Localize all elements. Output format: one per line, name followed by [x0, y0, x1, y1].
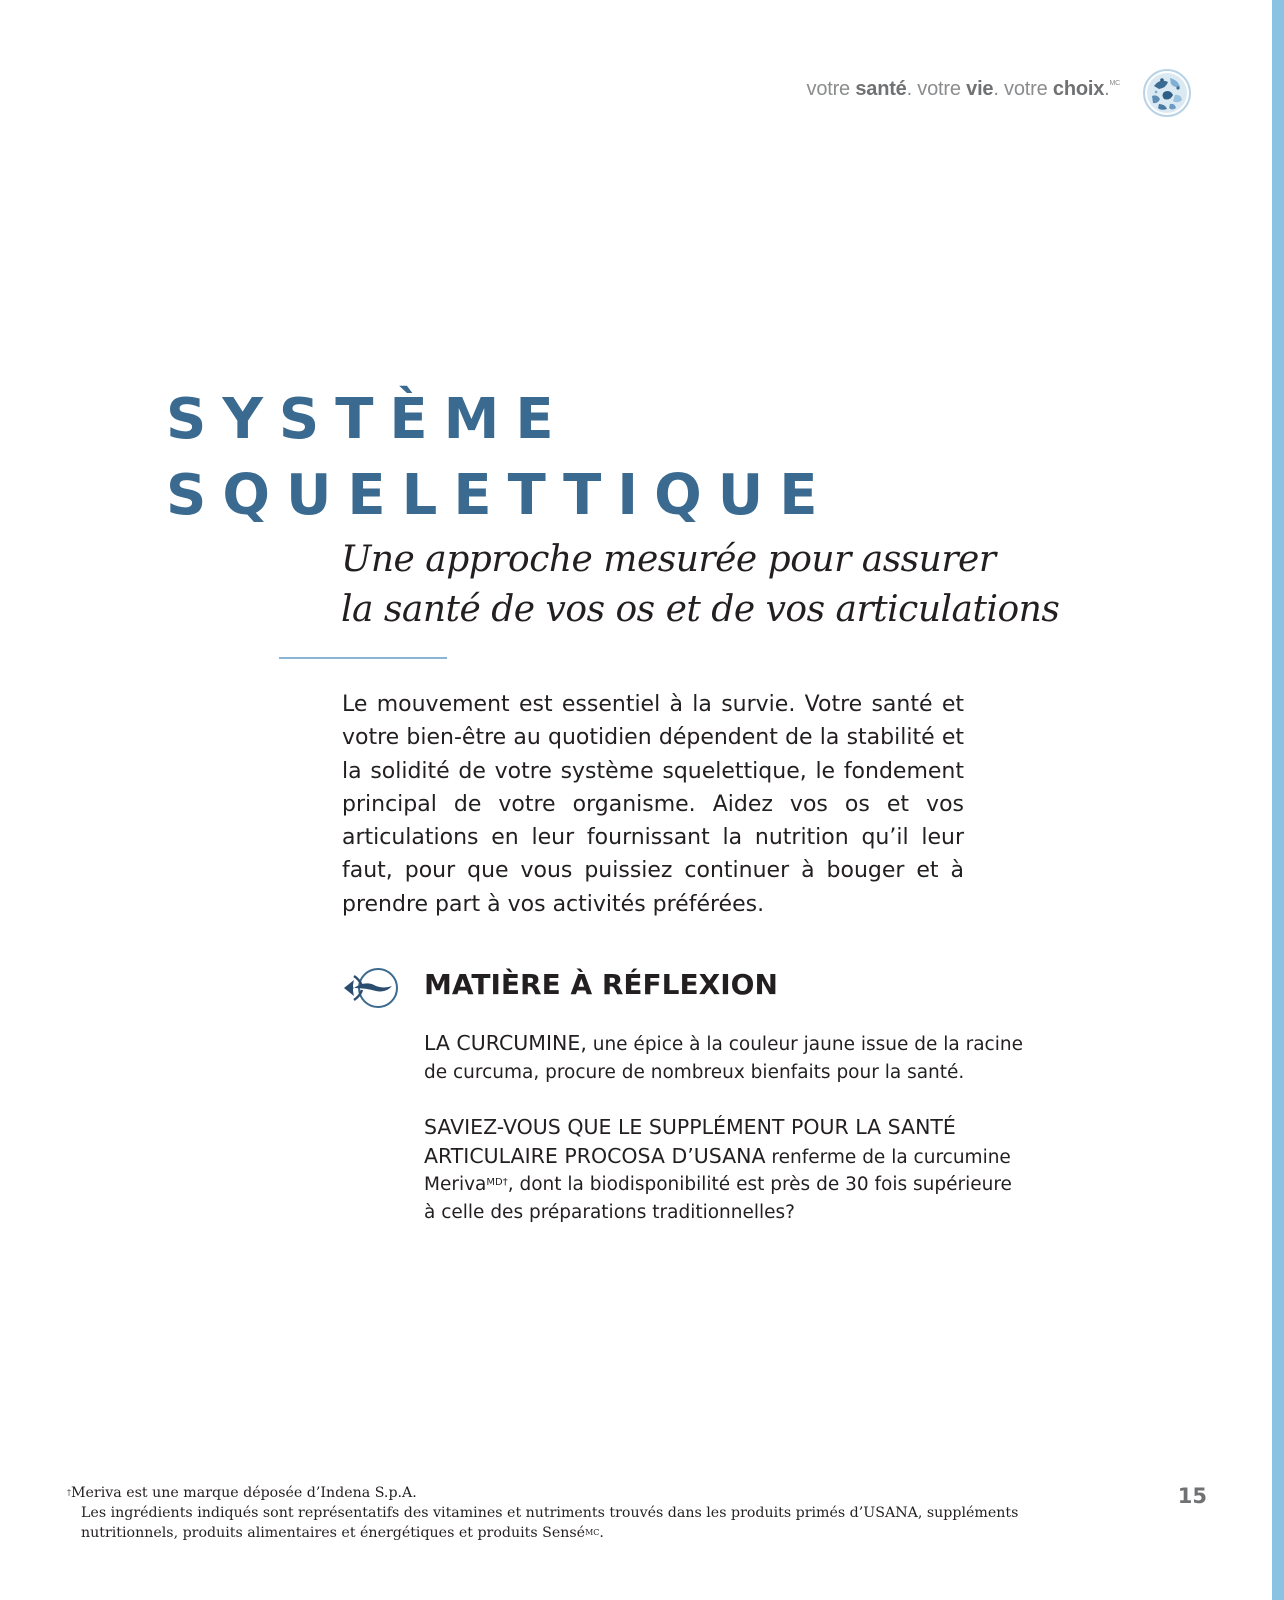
footnote-line-2: Les ingrédients indiqués sont représentatifs des vitamines et nutriments trouvés dans les produits primés d’USANA, suppléments nutritionnels, produits alimentaires et énergétiques et produits Sensé$^{MC}$. — [81, 1505, 1019, 1541]
footnote — [67, 1483, 1104, 1543]
section-subtitle — [341, 535, 1059, 635]
page-number: 15 — [1177, 1484, 1207, 1508]
section-title — [166, 382, 833, 534]
globe-logo-icon — [1142, 68, 1192, 118]
intro-paragraph: Le mouvement est essentiel à la survie. Votre santé et votre bien-être au quotidien dépendent de la stabilité et la solidité de votre système squelettique, le fondement principal de votre organisme. Aidez vos os et vos articulations en leur fournissant la nutrition qu’il leur faut, pour que vous puissiez continuer à bouger et à prendre part à vos activités préférées. — [342, 692, 964, 917]
flourish-icon — [340, 966, 402, 1010]
page-edge-bar — [1272, 0, 1284, 1600]
food-for-thought-body — [424, 1030, 1024, 1254]
curcumin-paragraph: LA CURCUMINE, une épice à la couleur jaune issue de la racine de curcuma, procure de nombreux bienfaits pour la santé. — [424, 1031, 1023, 1083]
procosa-paragraph: SAVIEZ-VOUS QUE LE SUPPLÉMENT POUR LA SANTÉ ARTICULAIRE PROCOSA D’USANA renferme de la curcumine Meriva$^{MD\dagger}$, dont la biodisponibilité est près de 30 fois supérieure à celle des préparations traditionnelles? — [424, 1115, 1012, 1223]
footnote-line-1: †Meriva est une marque déposée d’Indena S.p.A. — [67, 1485, 417, 1501]
subtitle-line-2: la santé de vos os et de vos articulations — [341, 589, 1060, 630]
header-tagline: votre santé. votre vie. votre choix.$^{MC}$ — [806, 78, 1120, 100]
divider-rule — [279, 657, 447, 659]
title-line-2: SQUELETTIQUE — [166, 463, 834, 528]
food-for-thought-heading: MATIÈRE À RÉFLEXION — [424, 968, 778, 1001]
subtitle-line-1: Une approche mesurée pour assurer — [341, 539, 996, 580]
title-line-1: SYSTÈME — [166, 387, 570, 452]
